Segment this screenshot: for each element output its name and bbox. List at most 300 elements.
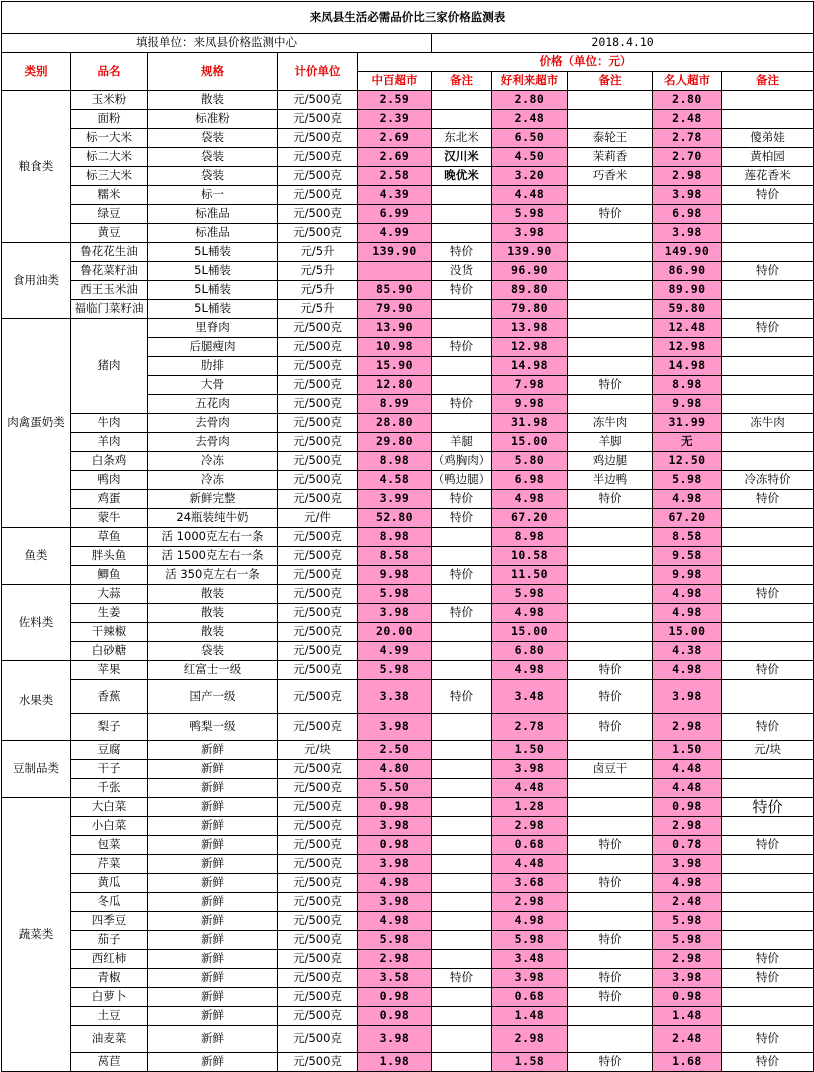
item-name: 小白菜 bbox=[71, 817, 148, 836]
note-haolilai: 特价 bbox=[568, 988, 653, 1007]
item-spec: 标准品 bbox=[148, 205, 278, 224]
price-zhongbai: 2.50 bbox=[358, 741, 432, 760]
price-haolilai: 1.50 bbox=[492, 741, 568, 760]
note-mingren bbox=[722, 433, 814, 452]
item-spec: 肋排 bbox=[148, 357, 278, 376]
item-unit: 元/500克 bbox=[278, 585, 358, 604]
price-mingren: 3.98 bbox=[653, 224, 722, 243]
price-zhongbai: 0.98 bbox=[358, 798, 432, 817]
item-name: 黄豆 bbox=[71, 224, 148, 243]
note-haolilai bbox=[568, 281, 653, 300]
price-mingren: 2.80 bbox=[653, 91, 722, 110]
item-unit: 元/500克 bbox=[278, 988, 358, 1007]
item-spec: 24瓶装纯牛奶 bbox=[148, 509, 278, 528]
table-row bbox=[2, 129, 814, 148]
price-haolilai: 5.80 bbox=[492, 452, 568, 471]
category-cell: 肉禽蛋奶类 bbox=[2, 319, 71, 528]
note-zhongbai bbox=[432, 950, 492, 969]
price-zhongbai: 8.99 bbox=[358, 395, 432, 414]
note-mingren: 特价 bbox=[722, 1053, 814, 1072]
table-row bbox=[2, 912, 814, 931]
price-zhongbai: 5.98 bbox=[358, 931, 432, 950]
note-mingren bbox=[722, 509, 814, 528]
note-haolilai bbox=[568, 91, 653, 110]
table-row bbox=[2, 319, 814, 338]
price-haolilai: 0.68 bbox=[492, 988, 568, 1007]
price-mingren: 2.48 bbox=[653, 893, 722, 912]
note-haolilai bbox=[568, 604, 653, 623]
table-row bbox=[2, 452, 814, 471]
item-name-pork: 猪肉 bbox=[71, 319, 148, 414]
price-zhongbai: 3.98 bbox=[358, 604, 432, 623]
note-zhongbai bbox=[432, 714, 492, 741]
price-mingren: 0.98 bbox=[653, 988, 722, 1007]
price-haolilai: 3.98 bbox=[492, 224, 568, 243]
item-name: 干辣椒 bbox=[71, 623, 148, 642]
price-mingren: 12.50 bbox=[653, 452, 722, 471]
category-cell: 蔬菜类 bbox=[2, 798, 71, 1072]
price-haolilai: 10.58 bbox=[492, 547, 568, 566]
item-unit: 元/500克 bbox=[278, 836, 358, 855]
price-zhongbai: 4.39 bbox=[358, 186, 432, 205]
item-spec: 新鲜 bbox=[148, 855, 278, 874]
note-zhongbai: 特价 bbox=[432, 969, 492, 988]
header-category: 类别 bbox=[2, 53, 71, 91]
header-note-3: 备注 bbox=[722, 72, 814, 91]
note-haolilai bbox=[568, 741, 653, 760]
note-mingren bbox=[722, 376, 814, 395]
price-zhongbai: 20.00 bbox=[358, 623, 432, 642]
note-mingren: 特价 bbox=[722, 836, 814, 855]
price-mingren: 5.98 bbox=[653, 912, 722, 931]
price-zhongbai: 1.98 bbox=[358, 1053, 432, 1072]
item-unit: 元/500克 bbox=[278, 912, 358, 931]
note-zhongbai: （鸡胸肉） bbox=[432, 452, 492, 471]
item-name: 包菜 bbox=[71, 836, 148, 855]
note-zhongbai: 特价 bbox=[432, 680, 492, 714]
table-row bbox=[2, 642, 814, 661]
item-spec: 散装 bbox=[148, 623, 278, 642]
price-haolilai: 2.78 bbox=[492, 714, 568, 741]
item-spec: 鸭梨一级 bbox=[148, 714, 278, 741]
note-zhongbai bbox=[432, 205, 492, 224]
note-haolilai bbox=[568, 338, 653, 357]
price-zhongbai: 4.98 bbox=[358, 874, 432, 893]
item-unit: 元/500克 bbox=[278, 798, 358, 817]
header-unit: 计价单位 bbox=[278, 53, 358, 91]
price-haolilai: 4.98 bbox=[492, 661, 568, 680]
price-mingren: 86.90 bbox=[653, 262, 722, 281]
header-store-mingren: 名人超市 bbox=[653, 72, 722, 91]
price-haolilai: 4.50 bbox=[492, 148, 568, 167]
price-haolilai: 2.80 bbox=[492, 91, 568, 110]
item-spec: 新鲜 bbox=[148, 817, 278, 836]
item-spec: 去骨肉 bbox=[148, 433, 278, 452]
item-unit: 元/5升 bbox=[278, 300, 358, 319]
note-mingren: 元/块 bbox=[722, 741, 814, 760]
item-unit: 元/500克 bbox=[278, 714, 358, 741]
note-mingren bbox=[722, 760, 814, 779]
category-cell: 食用油类 bbox=[2, 243, 71, 319]
item-unit: 元/500克 bbox=[278, 874, 358, 893]
note-zhongbai bbox=[432, 91, 492, 110]
note-haolilai bbox=[568, 623, 653, 642]
note-haolilai: 特价 bbox=[568, 874, 653, 893]
price-zhongbai: 10.98 bbox=[358, 338, 432, 357]
note-mingren: 特价 bbox=[722, 661, 814, 680]
note-zhongbai: 特价 bbox=[432, 509, 492, 528]
price-haolilai: 2.98 bbox=[492, 817, 568, 836]
price-haolilai: 6.80 bbox=[492, 642, 568, 661]
note-zhongbai bbox=[432, 1026, 492, 1053]
header-note-1: 备注 bbox=[432, 72, 492, 91]
item-name: 香蕉 bbox=[71, 680, 148, 714]
header-store-zhongbai: 中百超市 bbox=[358, 72, 432, 91]
note-zhongbai bbox=[432, 893, 492, 912]
item-name: 绿豆 bbox=[71, 205, 148, 224]
item-unit: 元/5升 bbox=[278, 262, 358, 281]
item-name: 福临门菜籽油 bbox=[71, 300, 148, 319]
table-row bbox=[2, 167, 814, 186]
item-unit: 元/500克 bbox=[278, 433, 358, 452]
item-unit: 元/500克 bbox=[278, 855, 358, 874]
note-haolilai bbox=[568, 1007, 653, 1026]
note-haolilai bbox=[568, 1026, 653, 1053]
item-name: 鲫鱼 bbox=[71, 566, 148, 585]
item-unit: 元/500克 bbox=[278, 779, 358, 798]
price-zhongbai: 3.58 bbox=[358, 969, 432, 988]
item-unit: 元/500克 bbox=[278, 566, 358, 585]
note-haolilai bbox=[568, 817, 653, 836]
item-name: 芹菜 bbox=[71, 855, 148, 874]
note-mingren bbox=[722, 1007, 814, 1026]
price-mingren: 5.98 bbox=[653, 931, 722, 950]
table-row bbox=[2, 224, 814, 243]
note-mingren: 特价 bbox=[722, 319, 814, 338]
price-zhongbai: 2.59 bbox=[358, 91, 432, 110]
price-mingren: 4.98 bbox=[653, 490, 722, 509]
note-haolilai bbox=[568, 262, 653, 281]
price-zhongbai: 13.90 bbox=[358, 319, 432, 338]
price-mingren: 67.20 bbox=[653, 509, 722, 528]
price-haolilai: 5.98 bbox=[492, 585, 568, 604]
price-zhongbai: 3.38 bbox=[358, 680, 432, 714]
note-mingren bbox=[722, 357, 814, 376]
price-zhongbai: 3.99 bbox=[358, 490, 432, 509]
item-spec: 新鲜 bbox=[148, 779, 278, 798]
price-zhongbai: 12.80 bbox=[358, 376, 432, 395]
table-row bbox=[2, 836, 814, 855]
item-spec: 袋装 bbox=[148, 167, 278, 186]
item-name: 土豆 bbox=[71, 1007, 148, 1026]
item-name: 白砂糖 bbox=[71, 642, 148, 661]
note-zhongbai bbox=[432, 874, 492, 893]
item-name: 鸭肉 bbox=[71, 471, 148, 490]
item-unit: 元/500克 bbox=[278, 1007, 358, 1026]
item-unit: 元/500克 bbox=[278, 205, 358, 224]
item-unit: 元/500克 bbox=[278, 414, 358, 433]
price-haolilai: 79.80 bbox=[492, 300, 568, 319]
price-haolilai: 3.68 bbox=[492, 874, 568, 893]
price-zhongbai: 3.98 bbox=[358, 1026, 432, 1053]
price-haolilai: 3.48 bbox=[492, 680, 568, 714]
category-cell: 佐料类 bbox=[2, 585, 71, 661]
price-haolilai: 1.28 bbox=[492, 798, 568, 817]
item-name: 鸡蛋 bbox=[71, 490, 148, 509]
note-mingren bbox=[722, 338, 814, 357]
note-zhongbai bbox=[432, 414, 492, 433]
price-haolilai: 9.98 bbox=[492, 395, 568, 414]
table-row bbox=[2, 855, 814, 874]
item-spec: 里脊肉 bbox=[148, 319, 278, 338]
price-mingren: 4.98 bbox=[653, 585, 722, 604]
note-zhongbai bbox=[432, 988, 492, 1007]
table-row bbox=[2, 817, 814, 836]
table-row bbox=[2, 414, 814, 433]
item-name: 玉米粉 bbox=[71, 91, 148, 110]
item-name: 西红柿 bbox=[71, 950, 148, 969]
price-mingren: 9.98 bbox=[653, 395, 722, 414]
note-haolilai: 特价 bbox=[568, 680, 653, 714]
table-row bbox=[2, 623, 814, 642]
table-row bbox=[2, 262, 814, 281]
note-zhongbai: 羊腿 bbox=[432, 433, 492, 452]
item-unit: 元/500克 bbox=[278, 129, 358, 148]
item-name: 青椒 bbox=[71, 969, 148, 988]
table-row bbox=[2, 874, 814, 893]
note-zhongbai bbox=[432, 623, 492, 642]
price-mingren: 6.98 bbox=[653, 205, 722, 224]
note-mingren bbox=[722, 642, 814, 661]
item-spec: 新鲜 bbox=[148, 836, 278, 855]
note-mingren bbox=[722, 224, 814, 243]
price-haolilai: 8.98 bbox=[492, 528, 568, 547]
price-zhongbai: 2.69 bbox=[358, 148, 432, 167]
item-spec: 五花肉 bbox=[148, 395, 278, 414]
note-haolilai: 特价 bbox=[568, 931, 653, 950]
table-row bbox=[2, 661, 814, 680]
note-haolilai bbox=[568, 893, 653, 912]
note-haolilai bbox=[568, 319, 653, 338]
note-haolilai bbox=[568, 395, 653, 414]
item-unit: 元/500克 bbox=[278, 319, 358, 338]
price-haolilai: 4.48 bbox=[492, 779, 568, 798]
table-row bbox=[2, 969, 814, 988]
note-mingren bbox=[722, 91, 814, 110]
item-name: 白条鸡 bbox=[71, 452, 148, 471]
note-zhongbai bbox=[432, 931, 492, 950]
price-zhongbai: 3.98 bbox=[358, 893, 432, 912]
price-mingren: 4.48 bbox=[653, 760, 722, 779]
price-zhongbai: 28.80 bbox=[358, 414, 432, 433]
header-price-group: 价格（单位：元） bbox=[358, 53, 814, 72]
price-haolilai: 3.98 bbox=[492, 969, 568, 988]
item-unit: 元/500克 bbox=[278, 547, 358, 566]
price-mingren: 8.58 bbox=[653, 528, 722, 547]
note-mingren bbox=[722, 604, 814, 623]
item-unit: 元/500克 bbox=[278, 167, 358, 186]
note-zhongbai bbox=[432, 855, 492, 874]
header-note-2: 备注 bbox=[568, 72, 653, 91]
item-unit: 元/500克 bbox=[278, 931, 358, 950]
price-zhongbai: 4.99 bbox=[358, 642, 432, 661]
price-haolilai: 31.98 bbox=[492, 414, 568, 433]
item-spec: 袋装 bbox=[148, 642, 278, 661]
price-mingren: 1.48 bbox=[653, 1007, 722, 1026]
header-store-haolilai: 好利来超市 bbox=[492, 72, 568, 91]
note-haolilai: 鸡边腿 bbox=[568, 452, 653, 471]
item-spec: 5L桶装 bbox=[148, 281, 278, 300]
note-haolilai: 泰轮王 bbox=[568, 129, 653, 148]
note-haolilai: 特价 bbox=[568, 661, 653, 680]
item-name: 草鱼 bbox=[71, 528, 148, 547]
item-spec: 标一 bbox=[148, 186, 278, 205]
note-haolilai bbox=[568, 300, 653, 319]
item-spec: 去骨肉 bbox=[148, 414, 278, 433]
table-row bbox=[2, 300, 814, 319]
note-mingren bbox=[722, 988, 814, 1007]
price-haolilai: 3.98 bbox=[492, 760, 568, 779]
fill-unit: 填报单位：来凤县价格监测中心 bbox=[2, 34, 432, 53]
note-zhongbai: 特价 bbox=[432, 604, 492, 623]
item-unit: 元/500克 bbox=[278, 376, 358, 395]
item-spec: 标准粉 bbox=[148, 110, 278, 129]
note-zhongbai bbox=[432, 224, 492, 243]
item-unit: 元/块 bbox=[278, 741, 358, 760]
item-spec: 新鲜 bbox=[148, 931, 278, 950]
item-spec: 新鲜 bbox=[148, 1026, 278, 1053]
note-mingren bbox=[722, 893, 814, 912]
item-unit: 元/500克 bbox=[278, 91, 358, 110]
price-haolilai: 67.20 bbox=[492, 509, 568, 528]
item-name: 蒙牛 bbox=[71, 509, 148, 528]
note-mingren: 特价 bbox=[722, 969, 814, 988]
item-spec: 新鲜 bbox=[148, 893, 278, 912]
price-haolilai: 13.98 bbox=[492, 319, 568, 338]
note-mingren bbox=[722, 566, 814, 585]
price-zhongbai: 6.99 bbox=[358, 205, 432, 224]
note-haolilai bbox=[568, 224, 653, 243]
price-zhongbai: 0.98 bbox=[358, 1007, 432, 1026]
table-row bbox=[2, 893, 814, 912]
table-row bbox=[2, 243, 814, 262]
table-row bbox=[2, 281, 814, 300]
table-row bbox=[2, 585, 814, 604]
note-zhongbai bbox=[432, 1007, 492, 1026]
item-spec: 5L桶装 bbox=[148, 262, 278, 281]
table-row bbox=[2, 509, 814, 528]
table-row bbox=[2, 433, 814, 452]
item-spec: 冷冻 bbox=[148, 452, 278, 471]
price-zhongbai: 2.98 bbox=[358, 950, 432, 969]
table-row bbox=[2, 1053, 814, 1072]
note-haolilai: 特价 bbox=[568, 969, 653, 988]
item-name: 大白菜 bbox=[71, 798, 148, 817]
price-mingren: 149.90 bbox=[653, 243, 722, 262]
price-haolilai: 4.98 bbox=[492, 490, 568, 509]
category-cell: 鱼类 bbox=[2, 528, 71, 585]
note-haolilai bbox=[568, 509, 653, 528]
item-name: 牛肉 bbox=[71, 414, 148, 433]
note-haolilai bbox=[568, 798, 653, 817]
item-name: 梨子 bbox=[71, 714, 148, 741]
item-spec: 大骨 bbox=[148, 376, 278, 395]
table-row bbox=[2, 528, 814, 547]
item-spec: 新鲜 bbox=[148, 874, 278, 893]
item-spec: 5L桶装 bbox=[148, 243, 278, 262]
note-mingren: 黄柏园 bbox=[722, 148, 814, 167]
price-mingren: 2.48 bbox=[653, 1026, 722, 1053]
note-haolilai: 半边鸭 bbox=[568, 471, 653, 490]
note-haolilai: 巧香米 bbox=[568, 167, 653, 186]
price-mingren: 2.98 bbox=[653, 714, 722, 741]
table-row bbox=[2, 547, 814, 566]
item-spec: 红富士一级 bbox=[148, 661, 278, 680]
price-mingren: 12.48 bbox=[653, 319, 722, 338]
item-unit: 元/500克 bbox=[278, 490, 358, 509]
price-haolilai: 4.48 bbox=[492, 855, 568, 874]
note-haolilai: 特价 bbox=[568, 836, 653, 855]
price-haolilai: 11.50 bbox=[492, 566, 568, 585]
note-haolilai: 特价 bbox=[568, 205, 653, 224]
table-row bbox=[2, 760, 814, 779]
note-haolilai bbox=[568, 779, 653, 798]
price-zhongbai: 3.98 bbox=[358, 817, 432, 836]
price-mingren: 0.98 bbox=[653, 798, 722, 817]
note-zhongbai: 汉川米 bbox=[432, 148, 492, 167]
note-mingren bbox=[722, 243, 814, 262]
note-mingren bbox=[722, 817, 814, 836]
item-spec: 散装 bbox=[148, 91, 278, 110]
price-haolilai: 6.50 bbox=[492, 129, 568, 148]
note-haolilai bbox=[568, 357, 653, 376]
table-row bbox=[2, 490, 814, 509]
price-mingren: 12.98 bbox=[653, 338, 722, 357]
price-zhongbai: 2.69 bbox=[358, 129, 432, 148]
note-mingren bbox=[722, 452, 814, 471]
item-name: 豆腐 bbox=[71, 741, 148, 760]
note-mingren: 特价 bbox=[722, 1026, 814, 1053]
note-zhongbai: 特价 bbox=[432, 243, 492, 262]
item-name: 四季豆 bbox=[71, 912, 148, 931]
note-zhongbai: 特价 bbox=[432, 338, 492, 357]
price-haolilai: 6.98 bbox=[492, 471, 568, 490]
price-mingren: 4.98 bbox=[653, 874, 722, 893]
item-spec: 新鲜 bbox=[148, 760, 278, 779]
note-haolilai bbox=[568, 642, 653, 661]
table-row bbox=[2, 604, 814, 623]
note-zhongbai bbox=[432, 836, 492, 855]
note-zhongbai: 特价 bbox=[432, 281, 492, 300]
item-spec: 散装 bbox=[148, 604, 278, 623]
price-zhongbai: 5.98 bbox=[358, 585, 432, 604]
price-mingren: 5.98 bbox=[653, 471, 722, 490]
item-unit: 元/500克 bbox=[278, 471, 358, 490]
price-haolilai: 139.90 bbox=[492, 243, 568, 262]
note-haolilai bbox=[568, 566, 653, 585]
item-name: 冬瓜 bbox=[71, 893, 148, 912]
item-unit: 元/500克 bbox=[278, 623, 358, 642]
item-unit: 元/500克 bbox=[278, 950, 358, 969]
item-spec: 新鲜 bbox=[148, 741, 278, 760]
note-mingren bbox=[722, 855, 814, 874]
item-name: 茄子 bbox=[71, 931, 148, 950]
note-haolilai bbox=[568, 855, 653, 874]
table-row bbox=[2, 566, 814, 585]
price-mingren: 2.98 bbox=[653, 817, 722, 836]
note-mingren bbox=[722, 547, 814, 566]
note-zhongbai bbox=[432, 528, 492, 547]
